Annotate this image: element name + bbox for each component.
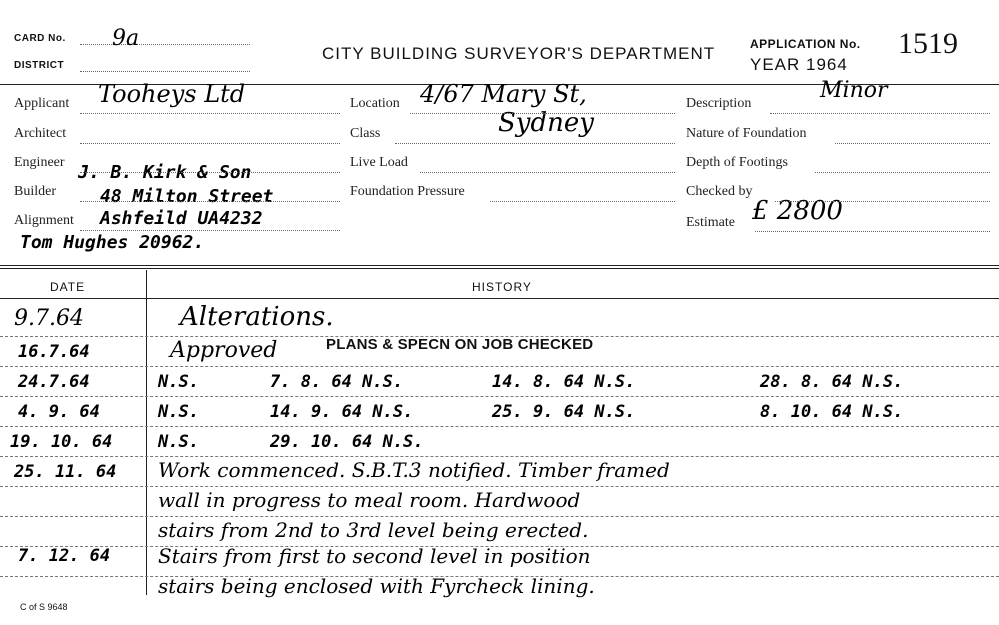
- row-date: 7. 12. 64: [18, 546, 111, 566]
- history-cell: 14. 9. 64 N.S.: [270, 402, 414, 422]
- alignment-rule: [80, 230, 340, 231]
- history-line: Work commenced. S.B.T.3 notified. Timber framed: [158, 458, 670, 482]
- location-rule: [410, 113, 675, 114]
- engineer-rule: [80, 172, 340, 173]
- depth-footings-label: Depth of Footings: [686, 155, 788, 170]
- nature-rule: [835, 143, 990, 144]
- row-date: 9.7.64: [14, 306, 84, 331]
- description-rule: [770, 113, 990, 114]
- description-value: Minor: [820, 78, 888, 103]
- row-date: 25. 11. 64: [14, 462, 117, 482]
- application-number: 1519: [898, 27, 958, 60]
- history-header: HISTORY: [472, 280, 532, 294]
- history-cell: 28. 8. 64 N.S.: [760, 372, 904, 392]
- location-label: Location: [350, 96, 400, 111]
- table-top-rule-2: [0, 268, 999, 269]
- row-date: 19. 10. 64: [10, 432, 113, 452]
- approval-stamp: PLANS & SPECN ON JOB CHECKED: [326, 336, 594, 353]
- form-code: C of S 9648: [20, 602, 68, 612]
- row-rule: [0, 456, 999, 457]
- class-value: Sydney: [498, 108, 594, 138]
- builder-rule: [80, 201, 340, 202]
- history-line: stairs from 2nd to 3rd level being erected.: [158, 518, 589, 542]
- date-header: DATE: [50, 280, 86, 294]
- applicant-label: Applicant: [14, 96, 70, 111]
- row-date: 4. 9. 64: [18, 402, 100, 422]
- history-cell: 8. 10. 64 N.S.: [760, 402, 904, 422]
- location-value: 4/67 Mary St,: [420, 80, 587, 108]
- estimate-label: Estimate: [686, 215, 735, 230]
- district-label: DISTRICT: [14, 60, 65, 71]
- row-rule: [0, 366, 999, 367]
- checked-rule: [775, 201, 990, 202]
- builder-line-1: J. B. Kirk & Son: [78, 162, 252, 183]
- card-no-label: CARD No.: [14, 33, 66, 44]
- alignment-label: Alignment: [14, 213, 74, 228]
- live-load-label: Live Load: [350, 155, 408, 170]
- row-date: 24.7.64: [18, 372, 90, 392]
- applicant-rule: [80, 113, 340, 114]
- class-label: Class: [350, 126, 381, 141]
- foundation-pressure-label: Foundation Pressure: [350, 184, 465, 199]
- row-rule: [0, 486, 999, 487]
- engineer-label: Engineer: [14, 155, 65, 170]
- estimate-value: £ 2800: [752, 196, 843, 226]
- history-cell: 25. 9. 64 N.S.: [492, 402, 636, 422]
- history-line: Stairs from first to second level in position: [158, 544, 591, 568]
- row-rule: [0, 396, 999, 397]
- history-cell: 7. 8. 64 N.S.: [270, 372, 404, 392]
- history-cell: N.S.: [158, 402, 199, 422]
- builder-line-4: Tom Hughes 20962.: [20, 232, 205, 253]
- district-line: [80, 71, 250, 72]
- history-text: Approved: [170, 338, 278, 363]
- builder-line-3: Ashfeild UA4232: [100, 208, 263, 229]
- live-load-rule: [420, 172, 675, 173]
- history-cell: N.S.: [158, 432, 199, 452]
- row-date: 16.7.64: [18, 342, 90, 362]
- applicant-value: Tooheys Ltd: [98, 80, 246, 108]
- history-line: wall in progress to meal room. Hardwood: [158, 488, 581, 512]
- depth-rule: [815, 172, 990, 173]
- builder-label: Builder: [14, 184, 56, 199]
- year-label: YEAR 1964: [750, 55, 848, 74]
- estimate-rule: [755, 231, 990, 232]
- table-header-rule: [0, 298, 999, 299]
- application-label: APPLICATION No.: [750, 37, 861, 51]
- checked-by-label: Checked by: [686, 184, 753, 199]
- department-title: CITY BUILDING SURVEYOR'S DEPARTMENT: [322, 44, 716, 63]
- nature-foundation-label: Nature of Foundation: [686, 126, 807, 141]
- foundation-rule: [490, 201, 675, 202]
- card-no-line: [80, 44, 250, 45]
- card-no-value: 9a: [112, 26, 140, 51]
- history-cell: N.S.: [158, 372, 199, 392]
- history-text: Alterations.: [180, 302, 334, 332]
- row-rule: [0, 426, 999, 427]
- builder-line-2: 48 Milton Street: [100, 186, 274, 207]
- history-cell: 14. 8. 64 N.S.: [492, 372, 636, 392]
- history-cell: 29. 10. 64 N.S.: [270, 432, 424, 452]
- architect-label: Architect: [14, 126, 67, 141]
- architect-rule: [80, 143, 340, 144]
- class-rule: [395, 143, 675, 144]
- history-line: stairs being enclosed with Fyrcheck lining.: [158, 574, 595, 598]
- description-label: Description: [686, 96, 752, 111]
- row-rule: [0, 516, 999, 517]
- table-top-rule-1: [0, 265, 999, 266]
